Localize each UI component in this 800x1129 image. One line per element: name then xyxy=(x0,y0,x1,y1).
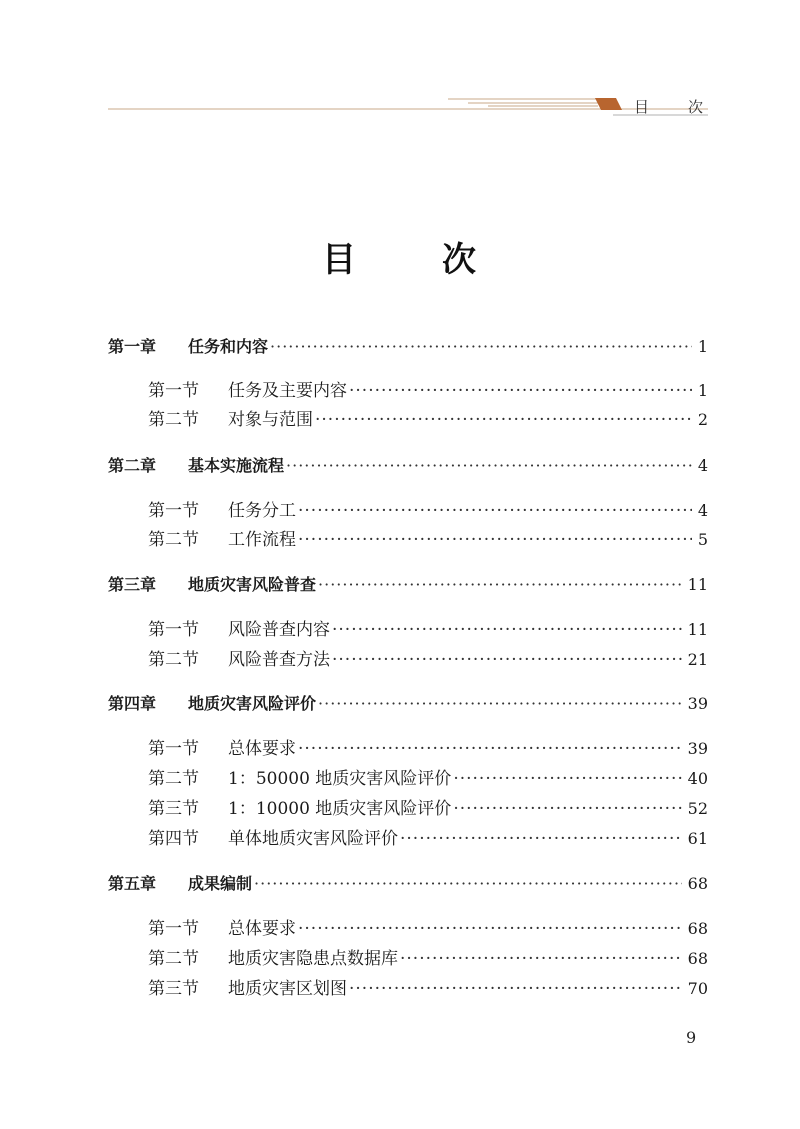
toc-page: 4 xyxy=(697,456,708,475)
toc-label: 第五章 xyxy=(108,874,157,893)
toc-leader xyxy=(318,690,682,718)
toc-title: 基本实施流程 xyxy=(188,456,285,475)
toc-label: 第一节 xyxy=(148,919,199,939)
toc-title: 任务分工 xyxy=(228,501,296,521)
toc-leader xyxy=(453,795,681,823)
toc-section-5-1[interactable] xyxy=(108,915,708,943)
header-rule-decoration xyxy=(108,86,708,122)
toc-page: 52 xyxy=(687,799,708,818)
toc-label: 第二节 xyxy=(148,769,199,789)
toc-section-3-2[interactable] xyxy=(108,646,708,674)
toc-leader xyxy=(298,526,692,554)
toc-leader xyxy=(298,735,682,763)
toc-chapter-1[interactable] xyxy=(108,333,708,361)
toc-section-4-1[interactable] xyxy=(108,735,708,763)
toc-page: 40 xyxy=(687,769,708,788)
toc-page: 11 xyxy=(687,575,708,594)
page-title xyxy=(0,232,800,282)
toc-title: 地质灾害风险评价 xyxy=(188,694,317,713)
toc-page: 61 xyxy=(687,829,708,848)
toc-title: 风险普查方法 xyxy=(228,650,330,670)
toc-section-1-2[interactable] xyxy=(108,406,708,434)
toc-leader xyxy=(332,616,682,644)
toc-page: 68 xyxy=(687,874,708,893)
toc-title: 对象与范围 xyxy=(228,410,313,430)
toc-title: 任务和内容 xyxy=(188,337,269,356)
toc-title: 1：10000 地质灾害风险评价 xyxy=(228,799,452,819)
toc-page: 39 xyxy=(687,739,708,758)
toc-title: 任务及主要内容 xyxy=(228,381,347,401)
toc-title: 风险普查内容 xyxy=(228,620,330,640)
toc-title: 单体地质灾害风险评价 xyxy=(228,829,398,849)
toc-section-1-1[interactable] xyxy=(108,377,708,405)
toc-leader xyxy=(270,333,692,361)
toc-label: 第四节 xyxy=(148,829,199,849)
toc-chapter-5[interactable] xyxy=(108,870,708,898)
running-header xyxy=(108,86,708,122)
header-text-mu: 目 xyxy=(634,98,650,116)
toc-label: 第二节 xyxy=(148,949,199,969)
toc-label: 第二节 xyxy=(148,410,199,430)
toc-label: 第二节 xyxy=(148,530,199,550)
toc-label: 第二节 xyxy=(148,650,199,670)
toc-leader xyxy=(349,377,692,405)
toc-chapter-2[interactable] xyxy=(108,452,708,480)
toc-label: 第二章 xyxy=(108,456,157,475)
toc-chapter-3[interactable] xyxy=(108,571,708,599)
toc-label: 第一节 xyxy=(148,381,199,401)
toc-leader xyxy=(400,825,682,853)
page-number: 9 xyxy=(686,1028,697,1047)
toc-leader xyxy=(349,975,682,1003)
toc-section-4-3[interactable] xyxy=(108,795,708,823)
toc-page: 1 xyxy=(697,337,708,356)
toc-title: 工作流程 xyxy=(228,530,296,550)
toc-title: 地质灾害风险普查 xyxy=(188,575,317,594)
toc-leader xyxy=(315,406,692,434)
toc-leader xyxy=(318,571,682,599)
toc-label: 第一节 xyxy=(148,739,199,759)
header-text-ci: 次 xyxy=(688,98,704,116)
toc-title: 地质灾害隐患点数据库 xyxy=(228,949,398,969)
toc-title: 总体要求 xyxy=(228,919,296,939)
toc-title: 1：50000 地质灾害风险评价 xyxy=(228,769,452,789)
toc-title: 地质灾害区划图 xyxy=(228,979,347,999)
toc-section-4-2[interactable] xyxy=(108,765,708,793)
page-title-char-1: 目 xyxy=(322,240,356,280)
toc-page: 1 xyxy=(697,381,708,400)
toc-label: 第一节 xyxy=(148,620,199,640)
toc-title: 总体要求 xyxy=(228,739,296,759)
toc-section-4-4[interactable] xyxy=(108,825,708,853)
toc-page: 2 xyxy=(697,410,708,429)
toc-label: 第一章 xyxy=(108,337,157,356)
toc-page: 5 xyxy=(697,530,708,549)
toc-leader xyxy=(453,765,681,793)
toc-label: 第一节 xyxy=(148,501,199,521)
toc-label: 第三节 xyxy=(148,979,199,999)
toc-page: 4 xyxy=(697,501,708,520)
toc-leader xyxy=(254,870,682,898)
toc-leader xyxy=(298,497,692,525)
toc-section-2-1[interactable] xyxy=(108,497,708,525)
toc-leader xyxy=(286,452,692,480)
toc-label: 第三章 xyxy=(108,575,157,594)
toc-page: 11 xyxy=(687,620,708,639)
toc-section-2-2[interactable] xyxy=(108,526,708,554)
toc-page: 21 xyxy=(687,650,708,669)
toc-chapter-4[interactable] xyxy=(108,690,708,718)
toc-label: 第三节 xyxy=(148,799,199,819)
toc-section-3-1[interactable] xyxy=(108,616,708,644)
toc-leader xyxy=(298,915,682,943)
toc-title: 成果编制 xyxy=(188,874,253,893)
toc-page: 68 xyxy=(687,919,708,938)
toc-section-5-2[interactable] xyxy=(108,945,708,973)
toc-section-5-3[interactable] xyxy=(108,975,708,1003)
toc-label: 第四章 xyxy=(108,694,157,713)
toc-leader xyxy=(332,646,682,674)
toc-page: 39 xyxy=(687,694,708,713)
page-title-char-2: 次 xyxy=(442,240,476,280)
toc-leader xyxy=(400,945,682,973)
toc-page: 68 xyxy=(687,949,708,968)
toc-page: 70 xyxy=(687,979,708,998)
